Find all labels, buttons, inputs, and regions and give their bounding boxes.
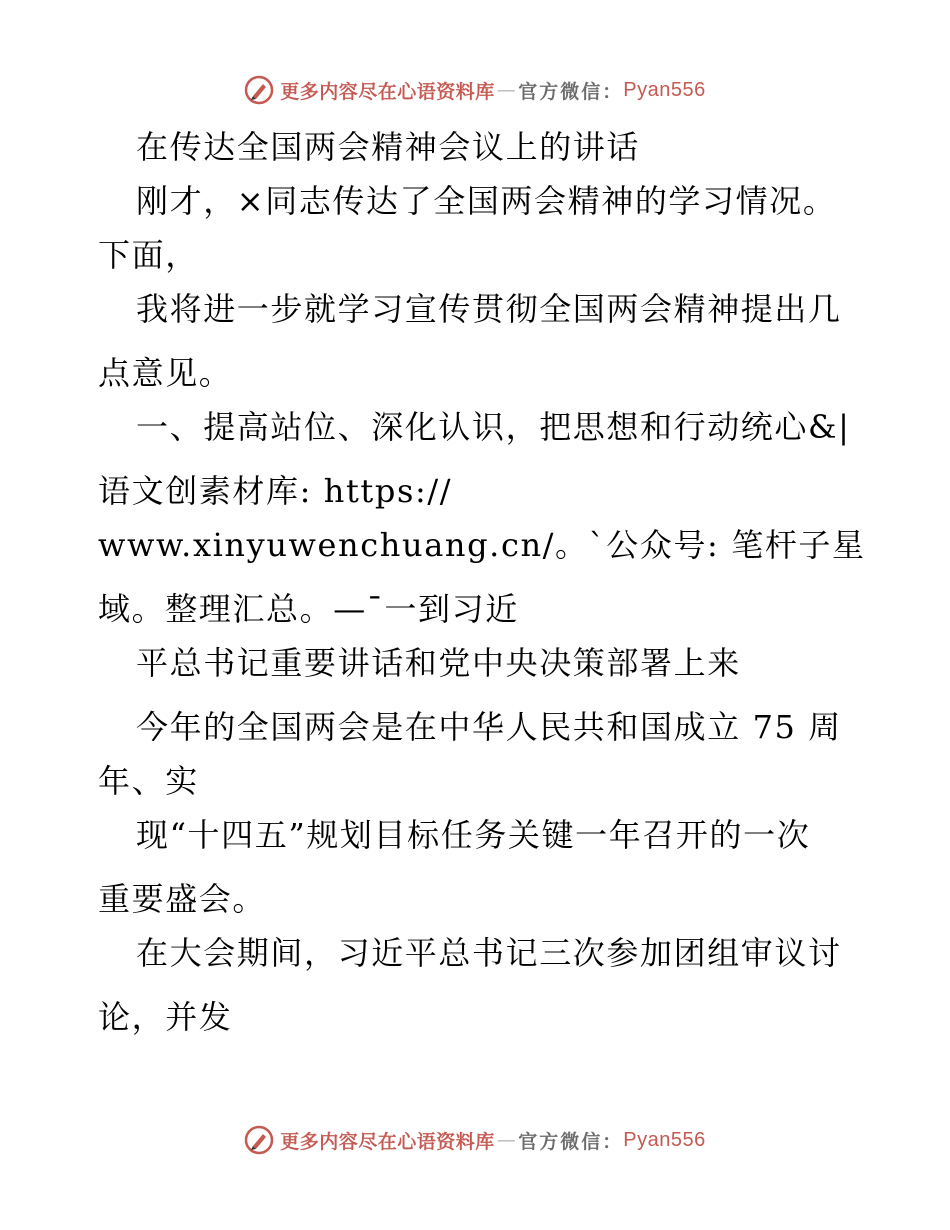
watermark-wechat-label: 官方微信： bbox=[518, 80, 624, 103]
section-heading: 一、提高站位、深化认识，把思想和行动统心&| bbox=[136, 408, 851, 446]
watermark-handle: Pyan556 bbox=[623, 1128, 706, 1151]
paragraph-line: 域。整理汇总。—¯一到习近 bbox=[98, 590, 519, 628]
paragraph-line: 论，并发 bbox=[98, 998, 233, 1036]
paragraph-line: 平总书记重要讲话和党中央决策部署上来 bbox=[136, 644, 741, 682]
paragraph-line: 现“十四五”规划目标任务关键一年召开的一次 bbox=[136, 816, 811, 854]
paragraph-line: 点意见。 bbox=[98, 354, 233, 392]
pen-nib-logo-icon bbox=[244, 1125, 274, 1155]
watermark-separator: — bbox=[496, 79, 517, 101]
paragraph-line: www.xinyuwenchuang.cn/。`公众号: 笔杆子星 bbox=[98, 526, 866, 564]
watermark-site: 更多内容尽在心语资料库 bbox=[280, 80, 495, 103]
watermark-wechat-label: 官方微信： bbox=[518, 1130, 624, 1153]
paragraph-line: 刚才，×同志传达了全国两会精神的学习情况。 bbox=[136, 182, 837, 220]
paragraph-line: 在大会期间，习近平总书记三次参加团组审议讨 bbox=[136, 934, 842, 972]
document-title: 在传达全国两会精神会议上的讲话 bbox=[136, 128, 641, 166]
header-watermark bbox=[0, 70, 950, 110]
watermark-site: 更多内容尽在心语资料库 bbox=[280, 1130, 495, 1153]
paragraph-line: 今年的全国两会是在中华人民共和国成立 75 周 bbox=[136, 708, 842, 746]
paragraph-line: 下面， bbox=[98, 236, 199, 274]
paragraph-line: 年、实 bbox=[98, 762, 199, 800]
paragraph-line: 我将进一步就学习宣传贯彻全国两会精神提出几 bbox=[136, 290, 842, 328]
footer-watermark bbox=[0, 1120, 950, 1160]
watermark-handle: Pyan556 bbox=[623, 78, 706, 101]
paragraph-line: 语文创素材库: https:// bbox=[98, 472, 453, 510]
paragraph-line: 重要盛会。 bbox=[98, 880, 267, 918]
document-body bbox=[98, 120, 866, 1044]
watermark-separator: — bbox=[496, 1129, 517, 1151]
pen-nib-logo-icon bbox=[244, 75, 274, 105]
